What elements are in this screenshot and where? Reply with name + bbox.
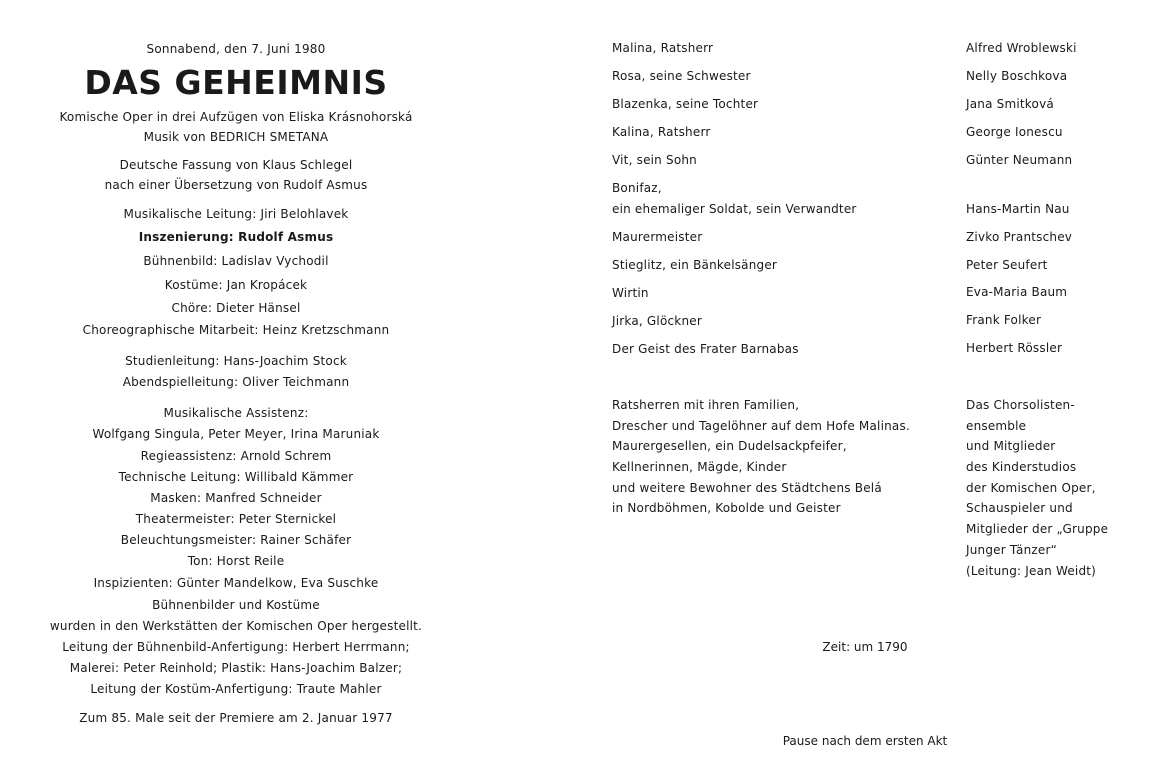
- cast-role: Der Geist des Frater Barnabas: [612, 342, 799, 356]
- cast-actor: Günter Neumann: [966, 153, 1073, 167]
- translation-line: nach einer Übersetzung von Rudolf Asmus: [104, 178, 368, 192]
- credit-line: Musikalische Assistenz:: [163, 406, 309, 420]
- cast-role: Wirtin: [612, 286, 649, 300]
- ensemble-performer-line: Das Chorsolisten-: [966, 398, 1075, 412]
- credit-line: Inspizienten: Günter Mandelkow, Eva Suschke: [93, 576, 379, 590]
- cast-role-description: ein ehemaliger Soldat, sein Verwandter: [612, 202, 857, 216]
- composer-line: Musik von BEDRICH SMETANA: [143, 130, 329, 144]
- cast-actor: Herbert Rössler: [966, 341, 1063, 355]
- ensemble-performer-line: Junger Tänzer“: [966, 542, 1058, 557]
- ensemble-performer-line: (Leitung: Jean Weidt): [966, 563, 1097, 578]
- credit-line: Leitung der Kostüm-Anfertigung: Traute Mahler: [90, 682, 382, 696]
- credit-line: Abendspielleitung: Oliver Teichmann: [122, 375, 350, 389]
- ensemble-performer-line: Mitglieder der „Gruppe: [966, 522, 1109, 537]
- performance-count-note: Zum 85. Male seit der Premiere am 2. Januar 1977: [79, 711, 393, 725]
- cast-actor: Eva-Maria Baum: [966, 285, 1068, 299]
- cast-role: Jirka, Glöckner: [612, 314, 702, 328]
- credit-line: Beleuchtungsmeister: Rainer Schäfer: [120, 533, 352, 547]
- cast-actor: George Ionescu: [966, 125, 1063, 139]
- ensemble-performer-line: und Mitglieder: [966, 439, 1056, 454]
- cast-actor: Zivko Prantschev: [966, 230, 1073, 244]
- ensemble-performer-line: Schauspieler und: [966, 501, 1073, 516]
- ensemble-role-line: in Nordböhmen, Kobolde und Geister: [612, 501, 841, 516]
- credit-line: Bühnenbilder und Kostüme: [152, 598, 320, 612]
- cast-actor: Frank Folker: [966, 313, 1042, 327]
- cast-actor: Hans-Martin Nau: [966, 202, 1070, 216]
- cast-actor: Peter Seufert: [966, 258, 1048, 272]
- credit-line: Theatermeister: Peter Sternickel: [135, 512, 337, 526]
- opera-title: DAS GEHEIMNIS: [84, 63, 388, 102]
- credit-line: Inszenierung: Rudolf Asmus: [138, 230, 334, 244]
- ensemble-role-line: und weitere Bewohner des Städtchens Belá: [612, 480, 882, 495]
- credit-line: wurden in den Werkstätten der Komischen Oper hergestellt.: [49, 619, 423, 633]
- ensemble-performer-line: des Kinderstudios: [966, 460, 1077, 475]
- setting-time: Zeit: um 1790: [822, 640, 908, 654]
- ensemble-performer-line: ensemble: [966, 418, 1027, 433]
- cast-role: Malina, Ratsherr: [612, 41, 714, 55]
- credit-line: Leitung der Bühnenbild-Anfertigung: Herbert Herrmann;: [62, 640, 410, 654]
- credit-line: Chöre: Dieter Hänsel: [171, 301, 301, 315]
- german-version-line: Deutsche Fassung von Klaus Schlegel: [119, 158, 353, 172]
- ensemble-role-line: Maurergesellen, ein Dudelsackpfeifer,: [612, 439, 847, 454]
- credit-line: Kostüme: Jan Kropácek: [164, 278, 308, 292]
- cast-role: Bonifaz,: [612, 181, 662, 195]
- credit-line: Ton: Horst Reile: [187, 554, 285, 568]
- cast-role: Blazenka, seine Tochter: [612, 97, 759, 111]
- cast-actor: Nelly Boschkova: [966, 69, 1068, 83]
- ensemble-role-line: Drescher und Tagelöhner auf dem Hofe Malinas.: [612, 418, 910, 433]
- opera-subtitle: Komische Oper in drei Aufzügen von Eliska Krásnohorská: [59, 110, 413, 124]
- credit-line: Studienleitung: Hans-Joachim Stock: [125, 354, 347, 368]
- cast-actor: Alfred Wroblewski: [966, 41, 1077, 55]
- cast-role: Rosa, seine Schwester: [612, 69, 751, 83]
- ensemble-role-line: Kellnerinnen, Mägde, Kinder: [612, 460, 787, 475]
- credit-line: Musikalische Leitung: Jiri Belohlavek: [123, 207, 349, 221]
- credit-line: Technische Leitung: Willibald Kämmer: [118, 470, 354, 484]
- ensemble-performers: [966, 395, 1151, 581]
- cast-actor: Jana Smitková: [966, 97, 1054, 111]
- intermission-note: Pause nach dem ersten Akt: [782, 734, 948, 748]
- credit-line: Masken: Manfred Schneider: [150, 491, 322, 505]
- ensemble-roles: [612, 395, 952, 519]
- performance-date: Sonnabend, den 7. Juni 1980: [146, 42, 326, 56]
- credit-line: Wolfgang Singula, Peter Meyer, Irina Maruniak: [92, 427, 380, 441]
- ensemble-performer-line: der Komischen Oper,: [966, 480, 1096, 495]
- credit-line: Choreographische Mitarbeit: Heinz Kretzschmann: [82, 323, 390, 337]
- cast-role: Kalina, Ratsherr: [612, 125, 711, 139]
- ensemble-role-line: Ratsherren mit ihren Familien,: [612, 398, 800, 412]
- credit-line: Regieassistenz: Arnold Schrem: [140, 449, 332, 463]
- cast-role: Vit, sein Sohn: [612, 153, 697, 167]
- cast-role: Maurermeister: [612, 230, 703, 244]
- credit-line: Bühnenbild: Ladislav Vychodil: [143, 254, 329, 268]
- credit-line: Malerei: Peter Reinhold; Plastik: Hans-Joachim Balzer;: [69, 661, 403, 675]
- cast-role: Stieglitz, ein Bänkelsänger: [612, 258, 778, 272]
